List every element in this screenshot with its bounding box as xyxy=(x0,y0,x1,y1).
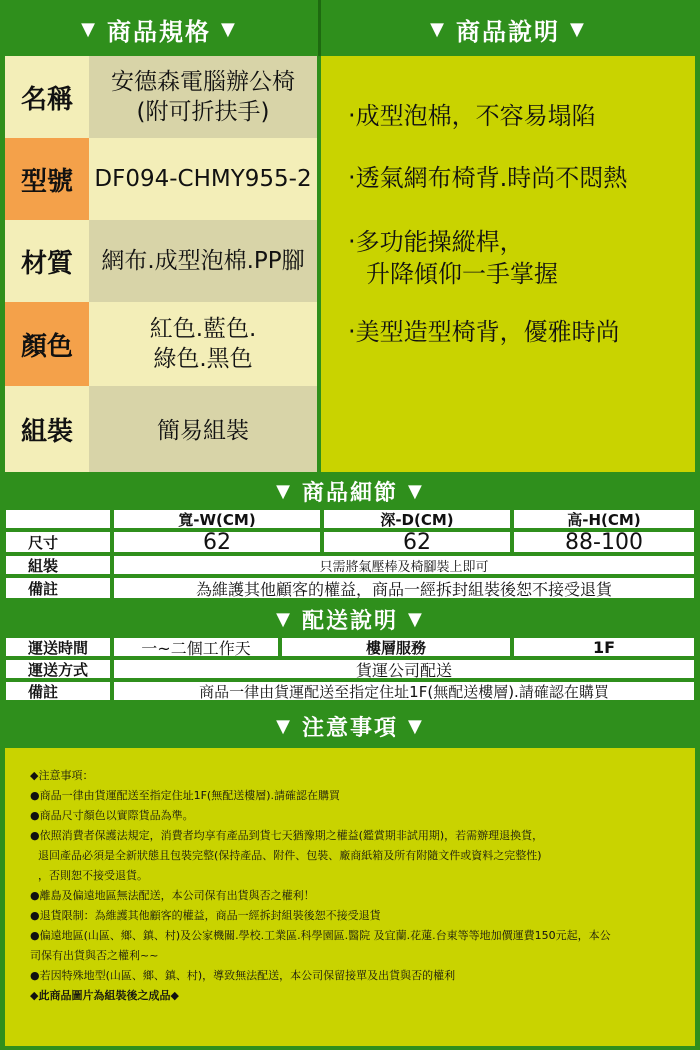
spec-value-assembly: 簡易組裝 xyxy=(89,386,317,472)
spec-header: ▼ 商品規格 ▼ xyxy=(81,17,237,46)
notice-item: ●退貨限制：為維護其他顧客的權益，商品一經拆封組裝後恕不接受退貨 xyxy=(30,909,381,922)
triangle-down-icon: ▼ xyxy=(570,18,586,40)
notice-item: ●依照消費者保護法規定，消費者均享有產品到貨七天猶豫期之權益(鑑賞期非試用期)，若需辦理退換貨， xyxy=(30,829,544,842)
assembly-label: 組裝 xyxy=(4,554,112,576)
spec-label-model: 型號 xyxy=(5,138,89,220)
size-height: 88-100 xyxy=(512,530,696,554)
delivery-method-value: 貨運公司配送 xyxy=(112,658,696,680)
size-depth: 62 xyxy=(322,530,512,554)
spec-label-material: 材質 xyxy=(5,220,89,302)
triangle-down-icon: ▼ xyxy=(408,715,424,737)
col-header-depth: 深-D(CM) xyxy=(322,508,512,530)
detail-remark-value: 為維護其他顧客的權益，商品一經拆封組裝後恕不接受退貨 xyxy=(112,576,696,600)
notice-item: ●商品尺寸顏色以實際貨品為準。 xyxy=(30,809,194,822)
notice-item: ●若因特殊地型(山區、鄉、鎮、村)，導致無法配送，本公司保留接單及出貨與否的權利 xyxy=(30,969,456,982)
spec-value-name: 安德森電腦辦公椅 (附可折扶手) xyxy=(89,56,317,138)
desc-item: ‧多功能操縱桿， 升降傾仰一手掌握 xyxy=(348,228,558,288)
delivery-header: ▼ 配送說明 ▼ xyxy=(0,604,700,634)
spec-value-model: DF094-CHMY955-2 xyxy=(89,138,317,220)
spec-label-color: 顏色 xyxy=(5,302,89,386)
delivery-time-value: 一~二個工作天 xyxy=(112,636,280,658)
triangle-down-icon: ▼ xyxy=(81,18,97,40)
detail-header: ▼ 商品細節 ▼ xyxy=(0,476,700,506)
desc-item: ‧成型泡棉，不容易塌陷 xyxy=(348,102,596,130)
triangle-down-icon: ▼ xyxy=(221,18,237,40)
desc-header: ▼ 商品說明 ▼ xyxy=(430,17,586,46)
floor-service-value: 1F xyxy=(512,636,696,658)
triangle-down-icon: ▼ xyxy=(408,480,424,502)
notice-item: ●離島及偏遠地區無法配送，本公司保有出貨與否之權利！ xyxy=(30,889,315,902)
notice-item: ●偏遠地區(山區、鄉、鎮、村)及公家機關.學校.工業區.科學園區.醫院 及宜蘭.花蓮.台東等等地加價運費150元起，本公 xyxy=(30,929,611,942)
notice-item: ，否則恕不接受退貨。 xyxy=(38,869,148,882)
notice-item: 退回產品必須是全新狀態且包裝完整(保持產品、附件、包裝、廠商紙箱及所有附隨文件或資料之完整性) xyxy=(38,849,542,862)
notice-item: 司保有出貨與否之權利~~ xyxy=(30,949,159,962)
spec-label-name: 名稱 xyxy=(5,56,89,138)
delivery-remark-label: 備註 xyxy=(4,680,112,702)
notice-footer: ◆此商品圖片為組裝後之成品◆ xyxy=(30,989,179,1002)
detail-remark-label: 備註 xyxy=(4,576,112,600)
spec-value-material: 網布.成型泡棉.PP腳 xyxy=(89,220,317,302)
notice-title: ◆注意事項： xyxy=(30,769,94,782)
header-divider xyxy=(318,0,321,56)
size-width: 62 xyxy=(112,530,322,554)
triangle-down-icon: ▼ xyxy=(408,608,424,630)
delivery-method-label: 運送方式 xyxy=(4,658,112,680)
notice-header: ▼ 注意事項 ▼ xyxy=(0,706,700,746)
assembly-value: 只需將氣壓棒及椅腳裝上即可 xyxy=(112,554,696,576)
desc-item: ‧美型造型椅背，優雅時尚 xyxy=(348,318,620,346)
desc-item: ‧透氣網布椅背.時尚不悶熱 xyxy=(348,164,628,192)
detail-corner xyxy=(4,508,112,530)
floor-service-label: 樓層服務 xyxy=(280,636,512,658)
spec-label-assembly: 組裝 xyxy=(5,386,89,472)
triangle-down-icon: ▼ xyxy=(276,608,292,630)
notice-item: ●商品一律由貨運配送至指定住址1F(無配送樓層).請確認在購買 xyxy=(30,789,341,802)
spec-value-color: 紅色.藍色. 綠色.黑色 xyxy=(89,302,317,386)
notice-list xyxy=(30,766,690,1006)
col-header-width: 寬-W(CM) xyxy=(112,508,322,530)
delivery-remark-value: 商品一律由貨運配送至指定住址1F(無配送樓層).請確認在購買 xyxy=(112,680,696,702)
triangle-down-icon: ▼ xyxy=(276,480,292,502)
size-label: 尺寸 xyxy=(4,530,112,554)
delivery-time-label: 運送時間 xyxy=(4,636,112,658)
triangle-down-icon: ▼ xyxy=(276,715,292,737)
triangle-down-icon: ▼ xyxy=(430,18,446,40)
col-header-height: 高-H(CM) xyxy=(512,508,696,530)
